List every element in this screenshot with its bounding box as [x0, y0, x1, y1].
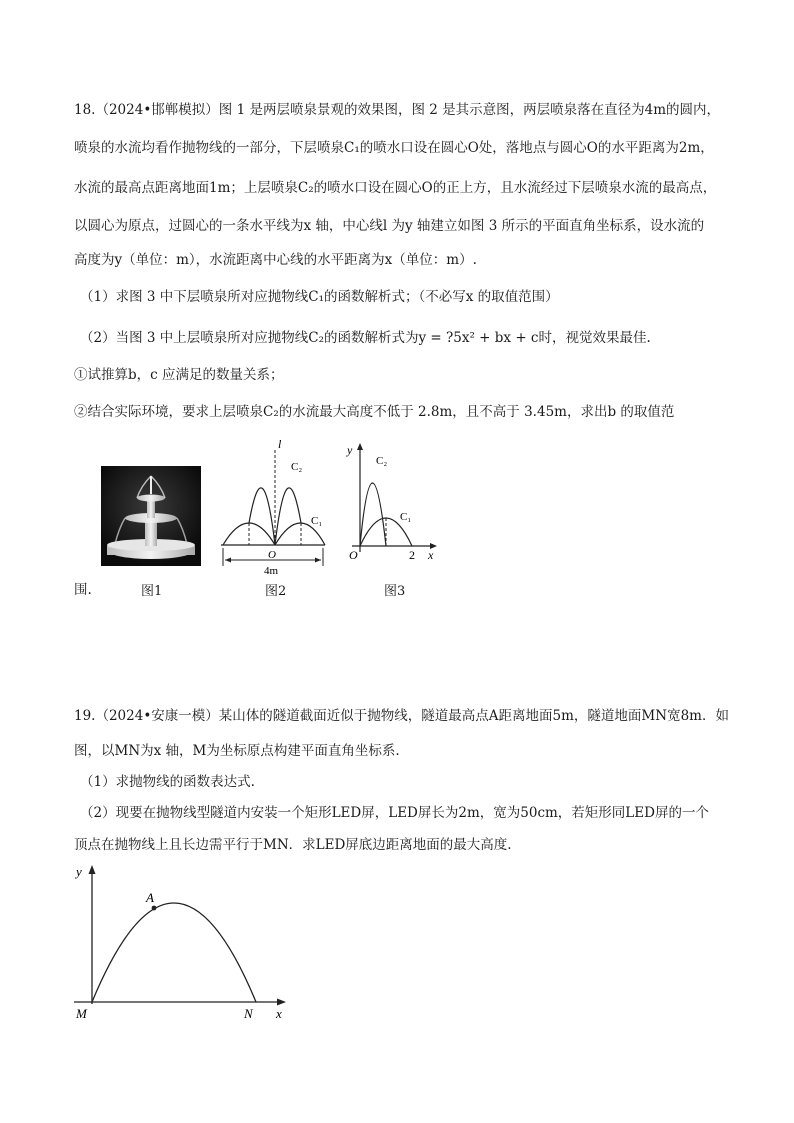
fig3-c1-label: C₁ — [400, 511, 412, 523]
q18-line-4: 以圆心为原点，过圆心的一条水平线为x 轴，中心线l 为y 轴建立如图 3 所示的平面直角坐标系，设水流的 — [74, 218, 705, 234]
fig19-m-label: M — [76, 1006, 87, 1021]
fig2-o-label: O — [268, 549, 276, 561]
fig3-x-label: x — [428, 548, 434, 562]
q18-sub-2: ②结合实际环境，要求上层喷泉C₂的水流最大高度不低于 2.8m，且不高于 3.45m，求出b 的取值范 — [74, 404, 675, 420]
q19-line-2: 图，以MN为x 轴，M为坐标原点构建平面直角坐标系. — [74, 743, 400, 759]
fig2-width-label: 4m — [264, 565, 279, 577]
q19-part-2-line-1: （2）现要在抛物线型隧道内安装一个矩形LED屏，LED屏长为2m，宽为50cm，若矩形同LED屏的一个 — [80, 805, 709, 821]
fountain-photo — [101, 466, 201, 566]
q18-part-2: （2）当图 3 中上层喷泉所对应抛物线C₂的函数解析式为y = ?5x² + bx + c时，视觉效果最佳. — [80, 330, 651, 346]
fig2-caption: 图2 — [265, 584, 287, 599]
tunnel-parabola-graph — [72, 862, 294, 1022]
fig19-y-label: y — [76, 864, 82, 879]
q18-line-5: 高度为y（单位：m），水流距离中心线的水平距离为x（单位：m）. — [74, 252, 477, 268]
fig1-caption: 图1 — [141, 584, 163, 599]
fountain-schematic — [218, 438, 328, 578]
q18-part-1: （1）求图 3 中下层喷泉所对应抛物线C₁的函数解析式；（不必写x 的取值范围） — [80, 289, 559, 305]
q18-line-1: 18.（2024•邯郸模拟）图 1 是两层喷泉景观的效果图，图 2 是其示意图，两层喷泉落在直径为4m的圆内， — [74, 102, 721, 118]
fig2-l-label: l — [278, 438, 282, 451]
fig19-n-label: N — [244, 1006, 253, 1021]
fig3-o-label: O — [349, 548, 358, 562]
q18-sub-1: ①试推算b，c 应满足的数量关系； — [74, 367, 284, 383]
fig3-c2-label: C₂ — [376, 455, 388, 467]
fig2-c2-label: C₂ — [291, 461, 303, 473]
fig3-caption: 图3 — [384, 584, 406, 599]
q18-line-2: 喷泉的水流均看作抛物线的一部分，下层喷泉C₁的喷水口设在圆心O处，落地点与圆心O的水平距离为2m， — [74, 140, 714, 156]
fig3-y-label: y — [347, 443, 353, 457]
q18-sub-2-tail: 围. — [74, 582, 92, 598]
q18-line-3: 水流的最高点距离地面1m；上层喷泉C₂的喷水口设在圆心O的正上方，且水流经过下层喷泉水流的最高点， — [74, 180, 717, 196]
fig2-c1-label: C₁ — [311, 515, 323, 527]
fig19-x-label: x — [276, 1006, 282, 1021]
fountain-coordinate-graph — [340, 440, 440, 568]
fig19-a-label: A — [146, 890, 154, 905]
q19-line-1: 19.（2024•安康一模）某山体的隧道截面近似于抛物线，隧道最高点A距离地面5m，隧道地面MN宽8m．如 — [74, 708, 729, 724]
q19-part-1: （1）求抛物线的函数表达式. — [80, 774, 255, 790]
q19-part-2-line-2: 顶点在抛物线上且长边需平行于MN．求LED屏底边距离地面的最大高度. — [74, 837, 512, 853]
fig3-two-label: 2 — [409, 548, 415, 562]
